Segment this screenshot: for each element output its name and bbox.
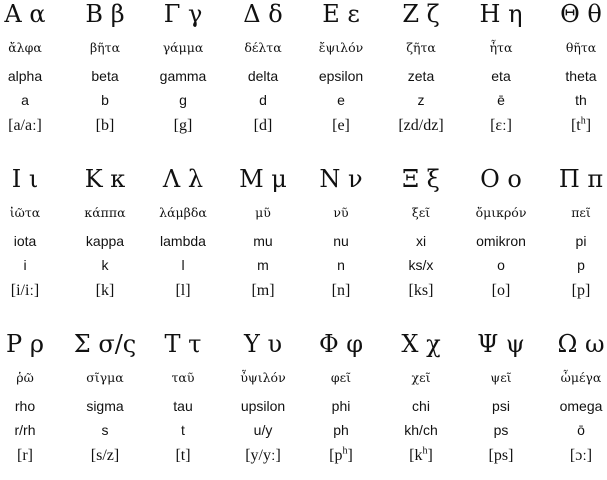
letter-glyph: Ψ ψ bbox=[477, 330, 525, 358]
letter-transliteration: r/rh bbox=[14, 422, 36, 438]
letter-native-name: φεῖ bbox=[330, 370, 352, 385]
letter-name: omikron bbox=[476, 233, 526, 249]
letter-transliteration: ks/x bbox=[408, 257, 434, 273]
letter-name: epsilon bbox=[318, 68, 364, 84]
letter-name: sigma bbox=[86, 398, 124, 414]
letter-native-name: μῦ bbox=[255, 205, 271, 220]
letter-native-name: ὦμέγα bbox=[560, 370, 602, 385]
letter-transliteration: ē bbox=[497, 92, 505, 108]
letter-glyph: Χ χ bbox=[401, 330, 441, 358]
letter-transliteration: d bbox=[259, 92, 267, 108]
letter-pronunciation bbox=[540, 116, 607, 136]
ipa-end: ] bbox=[585, 117, 592, 134]
letter-glyph: Ε ε bbox=[322, 0, 360, 28]
letter-glyph: Τ τ bbox=[164, 330, 202, 358]
letter-transliteration: n bbox=[337, 257, 345, 273]
letter-transliteration: th bbox=[575, 92, 587, 108]
ipa-end: ] bbox=[347, 447, 353, 464]
letter-pronunciation: [a/aː] bbox=[8, 117, 42, 134]
letter-glyph: Ζ ζ bbox=[402, 0, 440, 28]
letter-transliteration: o bbox=[497, 257, 505, 273]
letter-transliteration: kh/ch bbox=[404, 422, 438, 438]
letter-pronunciation: [y/yː] bbox=[245, 447, 281, 464]
letter-transliteration: l bbox=[181, 257, 185, 273]
letter-transliteration: z bbox=[417, 92, 425, 108]
letter-native-name: λάμβδα bbox=[159, 205, 207, 220]
letter-pronunciation: [n] bbox=[331, 282, 351, 299]
letter-pronunciation: [o] bbox=[491, 282, 511, 299]
letter-glyph: Π π bbox=[558, 165, 604, 193]
letter-glyph: Μ μ bbox=[239, 165, 287, 193]
letter-pronunciation bbox=[380, 446, 462, 466]
letter-name: xi bbox=[415, 233, 427, 249]
letter-pronunciation: [r] bbox=[17, 447, 33, 464]
letter-glyph: Ω ω bbox=[557, 330, 605, 358]
letter-native-name: ψεῖ bbox=[490, 370, 512, 385]
letter-native-name: γάμμα bbox=[162, 40, 204, 55]
letter-transliteration: i bbox=[23, 257, 27, 273]
letter-name: zeta bbox=[407, 68, 435, 84]
letter-name: lambda bbox=[160, 233, 206, 249]
letter-pronunciation: [p] bbox=[571, 282, 591, 299]
letter-pronunciation: [t] bbox=[175, 447, 191, 464]
letter-name: tau bbox=[173, 398, 193, 414]
letter-glyph: Β β bbox=[85, 0, 125, 28]
letter-name: pi bbox=[575, 233, 587, 249]
letter-native-name: θῆτα bbox=[565, 40, 597, 55]
letter-transliteration: t bbox=[181, 422, 185, 438]
letter-pronunciation: [i/iː] bbox=[10, 282, 40, 299]
ipa-aspiration: h bbox=[422, 445, 428, 457]
letter-native-name: ζῆτα bbox=[406, 40, 436, 55]
letter-transliteration: ō bbox=[577, 422, 585, 438]
letter-transliteration: a bbox=[21, 92, 29, 108]
letter-glyph: Λ λ bbox=[162, 165, 204, 193]
ipa-aspiration: h bbox=[342, 445, 348, 457]
letter-transliteration: u/y bbox=[253, 422, 273, 438]
letter-name: theta bbox=[565, 68, 597, 84]
letter-name: psi bbox=[492, 398, 510, 414]
letter-pronunciation: [b] bbox=[95, 117, 115, 134]
ipa-end: ] bbox=[427, 447, 433, 464]
letter-pronunciation: [ks] bbox=[408, 282, 434, 299]
letter-name: phi bbox=[331, 398, 351, 414]
letter-pronunciation: [ɔː] bbox=[569, 447, 593, 464]
letter-native-name: ξεῖ bbox=[411, 205, 431, 220]
letter-native-name: ἦτα bbox=[489, 40, 513, 55]
ipa-base: [k bbox=[409, 447, 423, 464]
letter-pronunciation: [m] bbox=[251, 282, 275, 299]
letter-native-name: ἄλφα bbox=[8, 40, 42, 55]
letter-pronunciation: [e] bbox=[332, 117, 350, 134]
letter-transliteration: p bbox=[577, 257, 585, 273]
letter-native-name: πεῖ bbox=[571, 205, 591, 220]
letter-transliteration: m bbox=[257, 257, 269, 273]
letter-native-name: ὖψιλόν bbox=[240, 370, 286, 385]
letter-name: nu bbox=[333, 233, 349, 249]
letter-glyph: Ξ ξ bbox=[402, 165, 440, 193]
letter-transliteration: g bbox=[179, 92, 187, 108]
letter-glyph: Σ σ/ς bbox=[73, 330, 137, 358]
letter-glyph: Θ θ bbox=[560, 0, 602, 28]
letter-pronunciation: [k] bbox=[95, 282, 115, 299]
letter-name: beta bbox=[91, 68, 119, 84]
letter-name: alpha bbox=[7, 68, 43, 84]
letter-pronunciation: [g] bbox=[173, 117, 193, 134]
letter-native-name: νῦ bbox=[333, 205, 349, 220]
letter-native-name: σῖγμα bbox=[86, 370, 124, 385]
letter-transliteration: s bbox=[101, 422, 109, 438]
letter-pronunciation: [d] bbox=[253, 117, 273, 134]
letter-native-name: ῥῶ bbox=[16, 370, 34, 385]
letter-glyph: Γ γ bbox=[163, 0, 203, 28]
letter-native-name: ὄμικρόν bbox=[475, 205, 527, 220]
letter-glyph: Ι ι bbox=[11, 165, 39, 193]
letter-transliteration: ps bbox=[493, 422, 509, 438]
letter-name: kappa bbox=[85, 233, 125, 249]
letter-pronunciation: [ɛː] bbox=[490, 117, 512, 134]
letter-name: eta bbox=[491, 68, 511, 84]
letter-name: mu bbox=[253, 233, 273, 249]
letter-glyph: Κ κ bbox=[84, 165, 126, 193]
letter-pronunciation: [s/z] bbox=[90, 447, 120, 464]
letter-glyph: Υ υ bbox=[243, 330, 283, 358]
letter-glyph: Ο ο bbox=[480, 165, 522, 193]
letter-name: chi bbox=[412, 398, 430, 414]
letter-glyph: Δ δ bbox=[243, 0, 283, 28]
letter-glyph: Ν ν bbox=[319, 165, 363, 193]
letter-name: delta bbox=[247, 68, 279, 84]
ipa-base: [t bbox=[570, 117, 581, 134]
letter-native-name: ἔψιλόν bbox=[318, 40, 364, 55]
letter-glyph: Η η bbox=[479, 0, 523, 28]
letter-name: rho bbox=[14, 398, 36, 414]
letter-native-name: κάππα bbox=[84, 205, 126, 220]
letter-native-name: βῆτα bbox=[89, 40, 121, 55]
letter-glyph: Ρ ρ bbox=[6, 330, 44, 358]
letter-glyph: Α α bbox=[4, 0, 46, 28]
ipa-base: [p bbox=[329, 447, 343, 464]
letter-pronunciation: [zd/dz] bbox=[398, 117, 444, 134]
letter-pronunciation: [ps] bbox=[488, 447, 514, 464]
letter-transliteration: e bbox=[337, 92, 345, 108]
letter-transliteration: k bbox=[101, 257, 109, 273]
letter-pronunciation: [l] bbox=[175, 282, 191, 299]
letter-name: iota bbox=[13, 233, 37, 249]
letter-native-name: χεῖ bbox=[411, 370, 431, 385]
ipa-aspiration: h bbox=[580, 115, 586, 127]
letter-glyph: Φ φ bbox=[318, 330, 364, 358]
letter-transliteration: b bbox=[101, 92, 109, 108]
letter-name: upsilon bbox=[240, 398, 286, 414]
letter-native-name: ἰῶτα bbox=[9, 205, 41, 220]
letter-native-name: δέλτα bbox=[244, 40, 282, 55]
letter-transliteration: ph bbox=[333, 422, 349, 438]
letter-name: omega bbox=[559, 398, 603, 414]
letter-native-name: ταῦ bbox=[171, 370, 195, 385]
letter-name: gamma bbox=[159, 68, 207, 84]
letter-pronunciation bbox=[300, 446, 382, 466]
